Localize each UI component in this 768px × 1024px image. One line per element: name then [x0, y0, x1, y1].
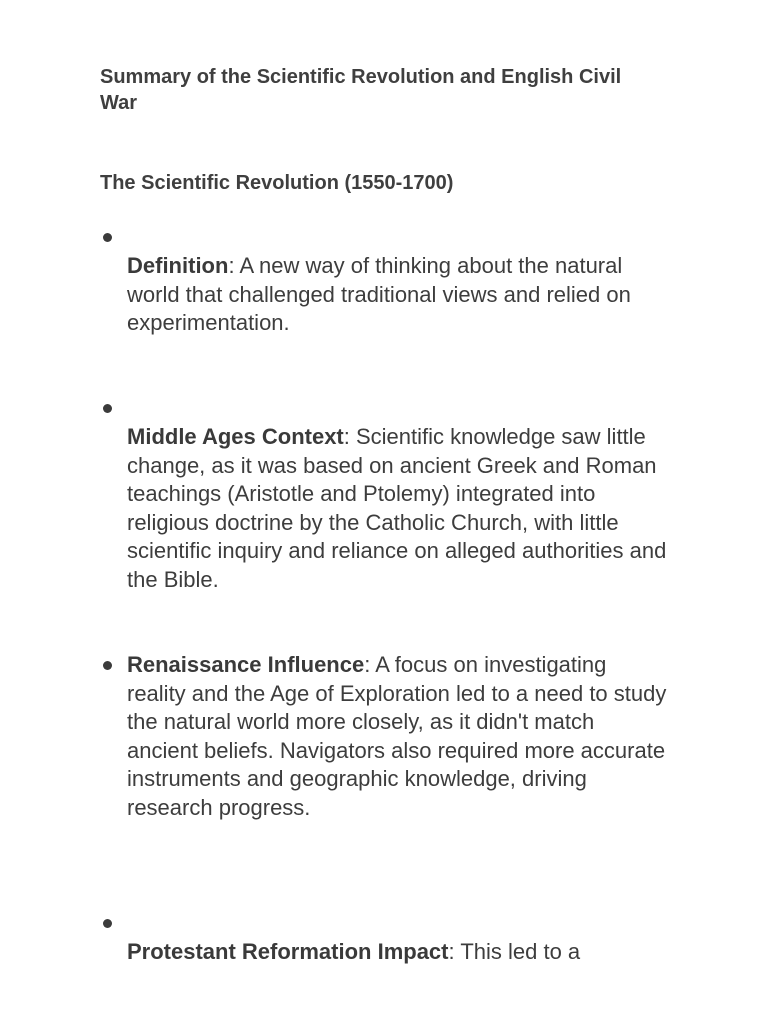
list-item-middle-ages	[127, 423, 667, 595]
list-item-body: : A new way of thinking about the natural world that challenged traditional views and relied on experimentation.	[127, 253, 631, 336]
list-item-body: : Scientific knowledge saw little change, as it was based on ancient Greek and Roman teachings (Aristotle and Ptolemy) integrated into religious doctrine by the Catholic Church, with little scientific inquiry and reliance on alleged authorities and the Bible.	[127, 424, 667, 592]
bullet-icon	[103, 233, 112, 242]
list-item-definition	[127, 252, 667, 338]
list-item-renaissance	[127, 651, 667, 823]
section-heading: The Scientific Revolution (1550-1700)	[100, 172, 454, 194]
bullet-icon	[103, 404, 112, 413]
list-item-body: : This led to a	[448, 939, 581, 964]
list-item-reformation	[127, 938, 667, 967]
document-title: Summary of the Scientific Revolution and English Civil War	[100, 66, 622, 114]
bullet-icon	[103, 661, 112, 670]
list-item-term: Renaissance Influence	[127, 652, 365, 677]
bullet-icon	[103, 919, 112, 928]
list-item-term: Definition	[127, 253, 229, 278]
list-item-body: : A focus on investigating reality and the Age of Exploration led to a need to study the natural world more closely, as it didn't match ancient beliefs. Navigators also required more accurate instruments and geographic knowledge, driving research progress.	[127, 652, 667, 820]
list-item-term: Middle Ages Context	[127, 424, 344, 449]
list-item-term: Protestant Reformation Impact	[127, 939, 449, 964]
